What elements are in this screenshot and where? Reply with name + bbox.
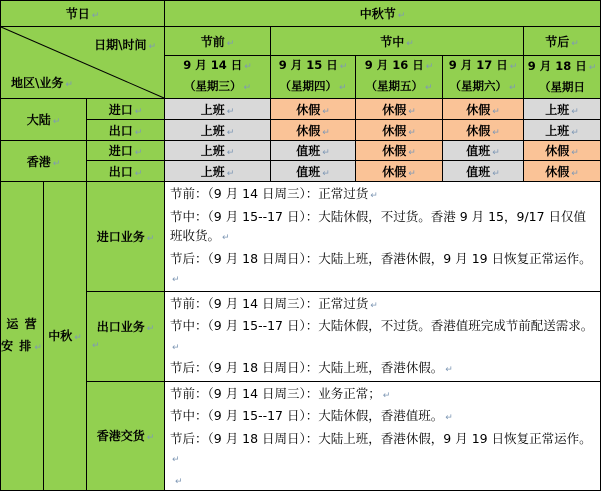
weekday-text: （星期六） ↵	[443, 77, 523, 98]
date-text: 9 月 17 日 ↵	[443, 56, 523, 77]
schedule-cell: 休假 ↵	[356, 120, 443, 141]
ops-section-label-export	[87, 291, 165, 381]
schedule-cell: 值班 ↵	[443, 161, 524, 182]
ops-line: 节后：（9 月 18 日周日）：大陆上班，香港休假。 ↵	[170, 358, 596, 381]
schedule-cell: 休假 ↵	[271, 99, 356, 120]
ops-row-label-cell	[1, 182, 44, 491]
festival-label-cell: 节日 ↵	[1, 1, 165, 27]
schedule-cell: 休假 ↵	[271, 120, 356, 141]
weekday-text: （星期五） ↵	[356, 77, 442, 98]
date-text: 9 月 14 日 ↵	[165, 56, 270, 77]
date-cell-0914	[165, 56, 271, 99]
weekday-text: （星期三） ↵	[165, 77, 270, 98]
empty-paragraph-mark	[170, 471, 596, 490]
ops-line: 节后：（9 月 18 日周日）：大陆上班，香港休假，9 月 19 日恢复正常运作。 ↵	[170, 249, 596, 291]
axis-region-business-label: 地区\业务 ↵	[11, 74, 73, 91]
date-cell-0916	[356, 56, 443, 99]
phase-pre-cell: 节前 ↵	[165, 27, 271, 56]
phase-mid-cell: 节中 ↵	[271, 27, 524, 56]
ops-section-label-text: 出口业务 ↵	[87, 318, 164, 335]
axis-header-cell	[1, 27, 165, 99]
schedule-cell: 休假 ↵	[524, 161, 601, 182]
ops-line: 节中：（9 月 15--17 日）：大陆休假，不过货。香港值班完成节前配送需求。 ↵	[170, 316, 596, 358]
ops-festival-cell: 中秋 ↵	[44, 182, 87, 491]
schedule-cell: 休假 ↵	[356, 141, 443, 161]
schedule-cell: 休假 ↵	[356, 99, 443, 120]
date-cell-0917	[443, 56, 524, 99]
schedule-cell: 上班 ↵	[165, 120, 271, 141]
ops-text-hkdelivery	[165, 381, 601, 490]
schedule-cell: 值班 ↵	[271, 161, 356, 182]
phase-post-cell: 节后 ↵	[524, 27, 601, 56]
festival-name-cell: 中秋节 ↵	[165, 1, 601, 27]
ops-line: 节前：（9 月 14 日周三）：正常过货 ↵	[170, 184, 596, 207]
ops-row-label-line: 运 营	[6, 316, 38, 331]
ops-line: 节中：（9 月 15--17 日）：大陆休假，不过货。香港 9 月 15，9/17 日仅值班收货。 ↵	[170, 207, 596, 249]
ops-line: 节前：（9 月 14 日周三）：正常过货 ↵	[170, 294, 596, 317]
ops-line: 节后：（9 月 18 日周日）：大陆上班，香港休假，9 月 19 日恢复正常运作。 ↵	[170, 429, 596, 471]
schedule-cell: 休假 ↵	[443, 120, 524, 141]
region-hongkong-cell: 香港 ↵	[1, 141, 87, 182]
date-text: 9 月 15 日 ↵	[271, 56, 355, 77]
ops-section-label-hkdelivery: 香港交货 ↵	[87, 381, 165, 490]
ops-line: 节中：（9 月 15--17 日）：大陆休假，香港值班。 ↵	[170, 406, 596, 429]
date-text: 9 月 16 日 ↵	[356, 56, 442, 77]
schedule-cell: 休假 ↵	[524, 141, 601, 161]
business-import-cell: 进口 ↵	[87, 99, 165, 120]
business-export-cell: 出口 ↵	[87, 161, 165, 182]
business-import-cell: 进口 ↵	[87, 141, 165, 161]
ops-text-import	[165, 182, 601, 292]
ops-text-export	[165, 291, 601, 381]
schedule-cell: 值班 ↵	[443, 141, 524, 161]
date-cell-0918	[524, 56, 601, 99]
empty-paragraph-mark	[87, 335, 164, 354]
schedule-cell: 上班 ↵	[524, 99, 601, 120]
business-export-cell: 出口 ↵	[87, 120, 165, 141]
date-text: 9 月 18 日 ↵	[524, 57, 600, 78]
schedule-cell: 上班 ↵	[165, 161, 271, 182]
ops-line: 节前：（9 月 14 日周三）：业务正常； ↵	[170, 384, 596, 407]
ops-row-label-line: 安 排 ↵	[1, 335, 43, 359]
ops-section-label-import: 进口业务 ↵	[87, 182, 165, 292]
schedule-cell: 上班 ↵	[524, 120, 601, 141]
weekday-text: （星期日	[539, 80, 586, 94]
axis-date-time-label: 日期\时间 ↵	[94, 36, 156, 53]
region-mainland-cell: 大陆 ↵	[1, 99, 87, 141]
schedule-cell: 上班 ↵	[165, 141, 271, 161]
weekday-text: （星期四） ↵	[271, 77, 355, 98]
schedule-cell: 值班 ↵	[271, 141, 356, 161]
schedule-cell: 休假 ↵	[443, 99, 524, 120]
date-cell-0915	[271, 56, 356, 99]
schedule-cell: 休假 ↵	[356, 161, 443, 182]
schedule-cell: 上班 ↵	[165, 99, 271, 120]
